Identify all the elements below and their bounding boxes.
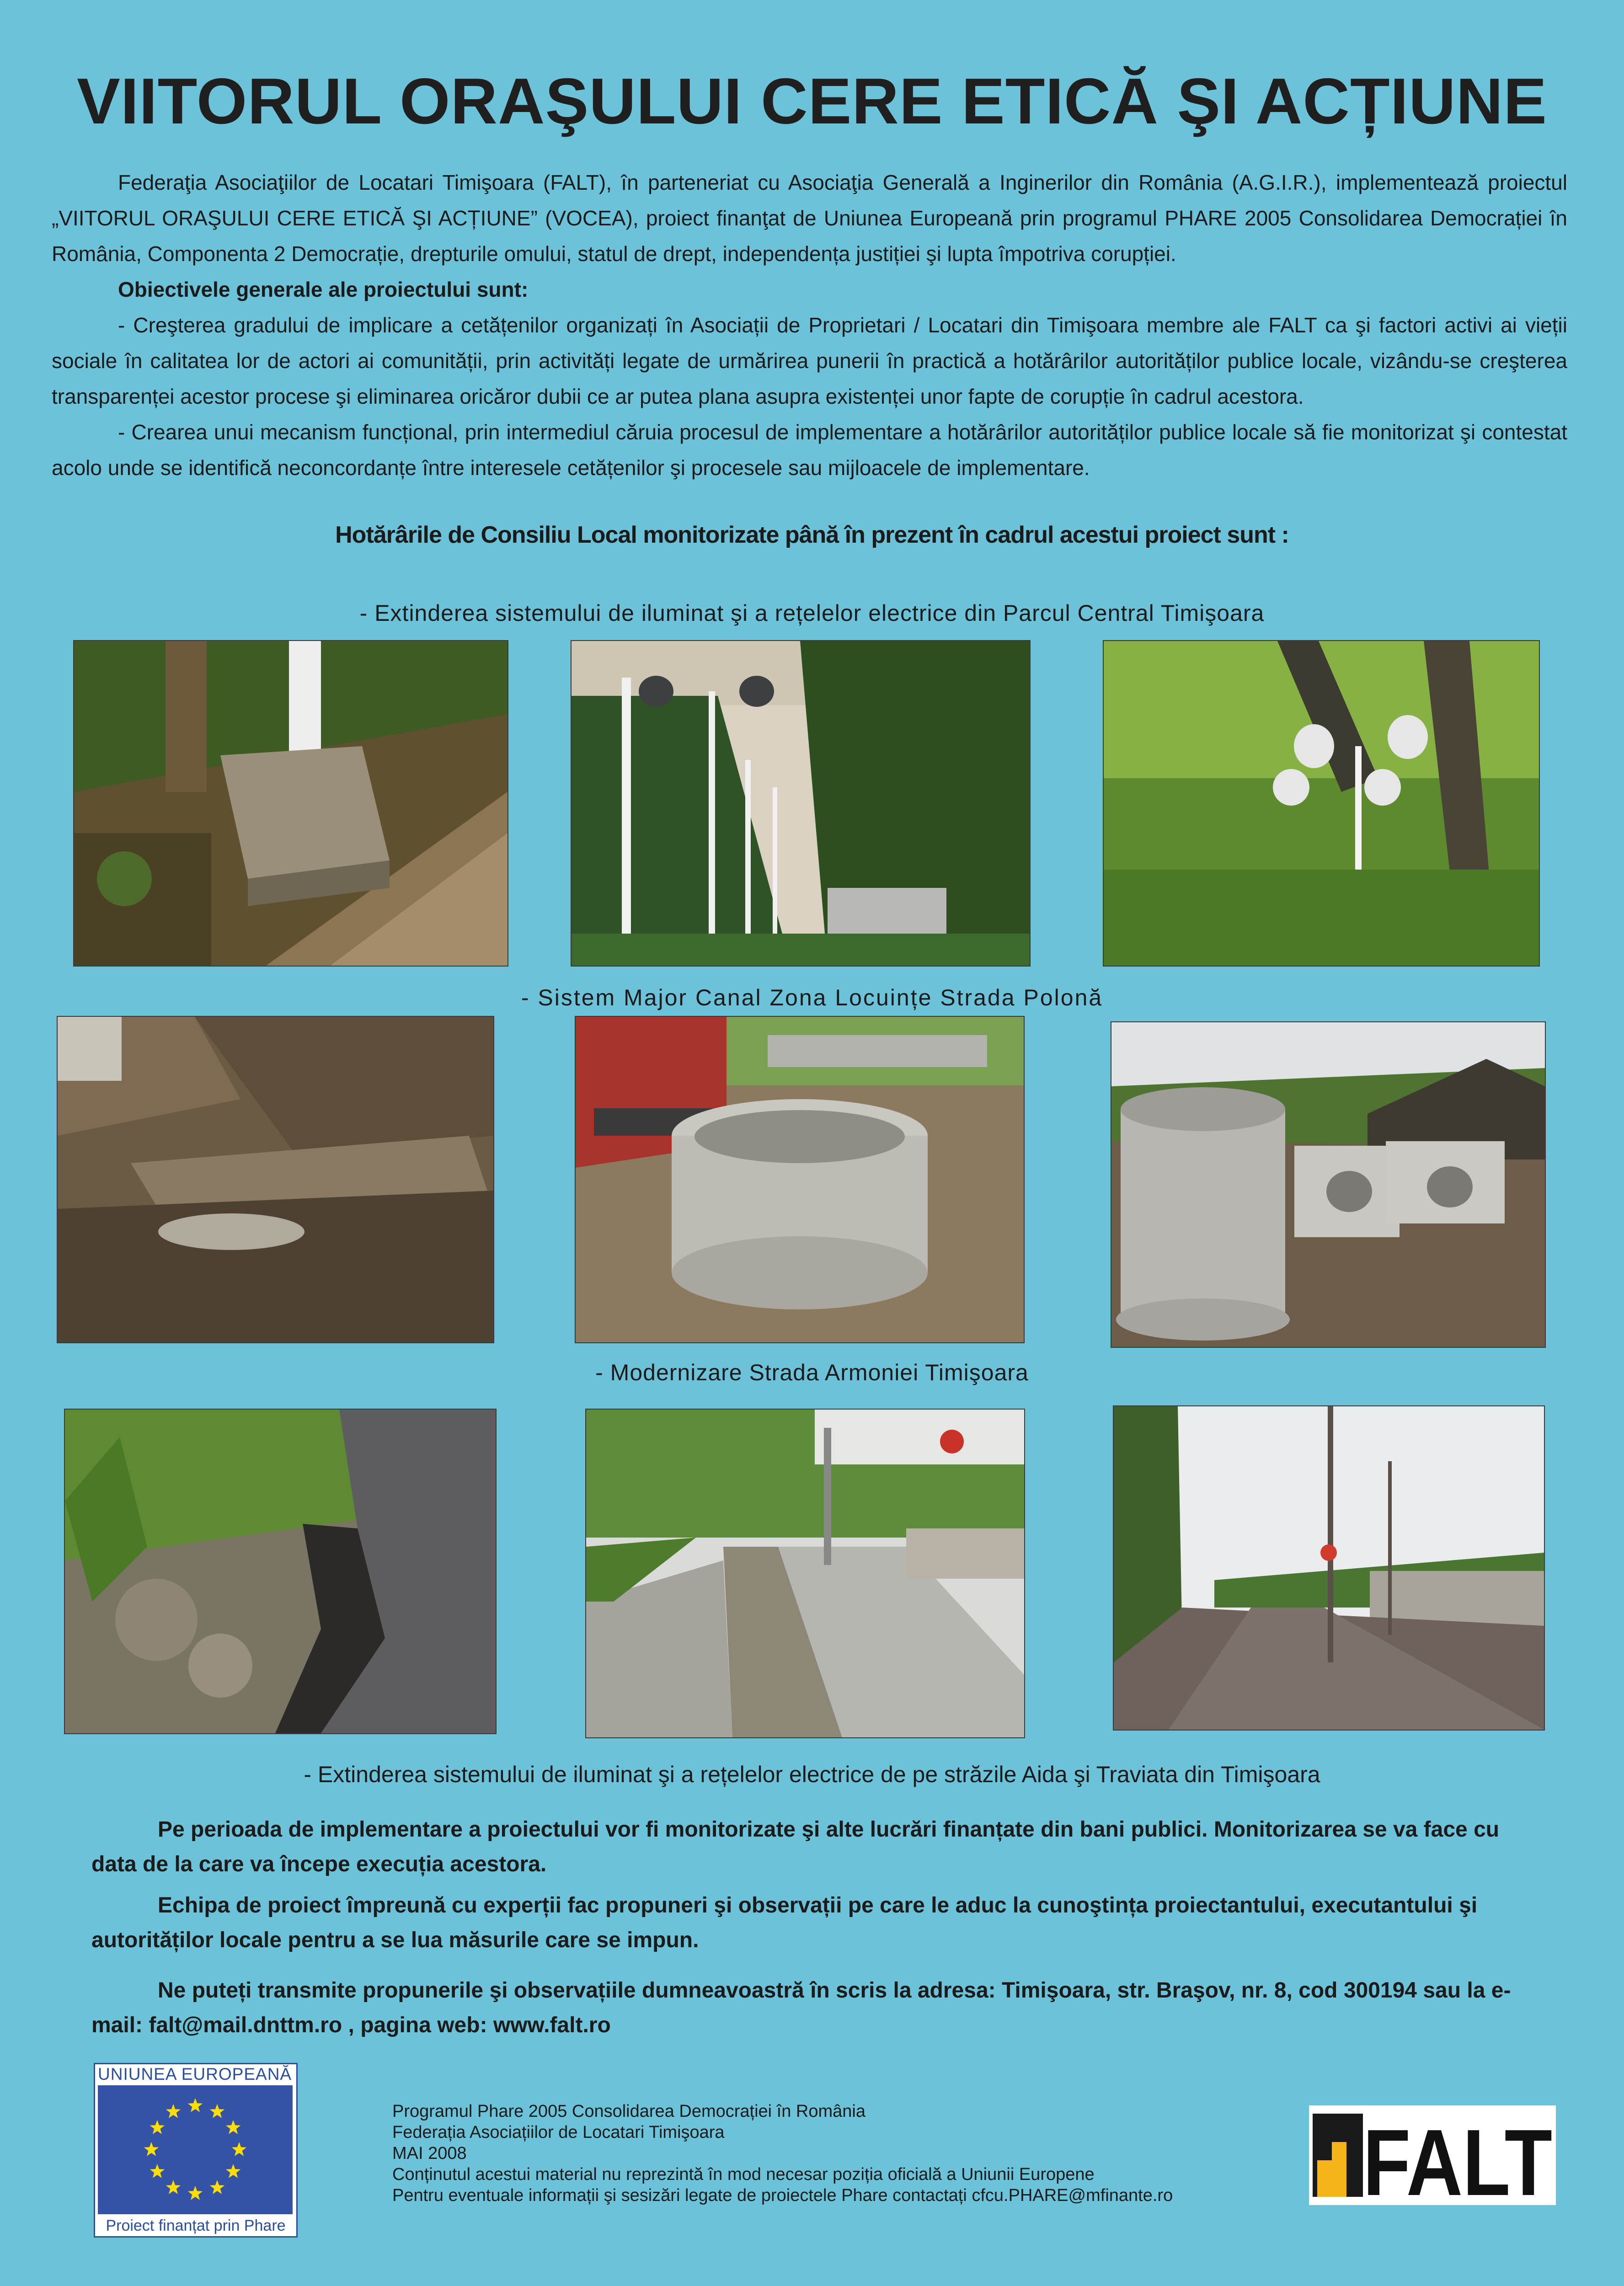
eu-star-icon [144,2142,159,2156]
page-title: VIITORUL ORAŞULUI CERE ETICĂ ŞI ACȚIUNE [77,65,1547,138]
objectives-heading: Obiectivele generale ale proiectului sunt: [118,278,529,301]
eu-star-icon [150,2164,165,2178]
eu-star-icon [210,2104,224,2118]
photo-canal-trench [57,1016,494,1343]
photo-asphalt-edge [64,1409,497,1734]
eu-star-icon [166,2104,181,2118]
eu-logo [94,2063,298,2238]
closing-paragraph-1 [91,1812,1536,1882]
eu-logo-title: UNIUNEA EUROPEANĂ [98,2065,292,2083]
caption-strada-polona: - Sistem Major Canal Zona Locuințe Strada Polonă [521,985,1103,1010]
caption-strada-armoniei: - Modernizare Strada Armoniei Timişoara [595,1360,1029,1385]
objective-1: - Creşterea gradului de implicare a cetățenilor organizați în Asociații de Proprietari / Locatari din Timişoara membre ale FALT ca şi factori activi ai vieții sociale în calitatea lor de actori ai comunității, prin activități legate de urmărirea punerii în practică a hotărârilor autorităților publice locale, vizându-se creşterea transparenței acestor procese şi eliminarea oricăror dubii ce ar putea plana asupra existenței unor fapte de corupție în cadrul acestora. [52,313,1567,408]
photo-concrete-ring [575,1016,1025,1343]
eu-logo-caption: Proiect finanțat prin Phare [106,2217,286,2234]
photo-lamp-base [73,640,508,967]
eu-star-icon [210,2180,224,2194]
intro-paragraph: Federaţia Asociaţiilor de Locatari Timişoara (FALT), în parteneriat cu Asociaţia Generală a Inginerilor din România (A.G.I.R.), implementează proiectul „VIITORUL ORAŞULUI CERE ETICĂ ŞI ACȚIUNE” (VOCEA), proiect finanţat de Uniunea Europeană prin programul PHARE 2005 Consolidarea Democrației în România, Componenta 2 Democrație, drepturile omului, statul de drept, independența justiției şi lupta împotriva corupției. [52,171,1567,266]
falt-logo [1309,2105,1556,2215]
caption-aida-traviata: - Extinderea sistemului de iluminat şi a rețelelor electrice de pe străzile Aida şi Traviata din Timişoara [304,1762,1320,1787]
falt-logo-text: FALT [1363,2110,1552,2215]
photo-street-sidewalk [585,1409,1025,1738]
eu-star-icon [188,2186,203,2200]
eu-star-icon [226,2120,240,2134]
photo-street-armoniei [1113,1405,1545,1731]
objective-2: - Crearea unui mecanism funcțional, prin intermediul căruia procesul de implementare a hotărârilor autorităților publice locale să fie monitorizat şi contestat acolo unde se identifică neconcordanțe între interesele cetățenilor şi procesele sau mijloacele de implementare. [52,420,1567,480]
monitored-heading: Hotărârile de Consiliu Local monitorizate până în prezent în cadrul acestui proiect sunt : [335,522,1289,548]
eu-star-icon [166,2180,181,2194]
footer-line-contact: Pentru eventuale informații şi sesizări legate de proiectele Phare contactați cfcu.PHARE@mfinante.ro [392,2186,1173,2205]
eu-flag-icon [98,2085,293,2214]
footer-line-disclaimer: Conținutul acestui material nu reprezintă în mod necesar poziția oficială a Uniunii Europene [392,2165,1095,2184]
footer-line-federation: Federația Asociațiilor de Locatari Timişoara [392,2123,725,2142]
photo-park-lamps-row [571,640,1031,967]
closing-text-1: Pe perioada de implementare a proiectului vor fi monitorizate şi alte lucrări finanțate din bani publici. Monitorizarea se va face cu data de la care va începe execuția acestora. [91,1817,1500,1876]
caption-parc-central: - Extinderea sistemului de iluminat şi a rețelelor electrice din Parcul Central Timişoara [359,600,1265,626]
closing-text-2: Echipa de proiect împreună cu experții fac propuneri şi observații pe care le aduc la cunoştința proiectantului, executantului şi autorităților locale pentru a se lua măsurile care se impun. [91,1893,1478,1952]
eu-star-icon [188,2098,203,2112]
footer-info [392,2101,1352,2206]
footer-line-date: MAI 2008 [392,2144,467,2163]
eu-star-icon [232,2142,246,2156]
eu-star-icon [150,2120,165,2134]
closing-paragraph-2 [91,1888,1536,1958]
photo-lamp-under-tree [1103,640,1540,967]
photo-concrete-pipes [1111,1021,1546,1348]
eu-star-icon [226,2164,240,2178]
footer-line-program: Programul Phare 2005 Consolidarea Democrației în România [392,2102,865,2121]
intro-text [52,165,1567,486]
closing-paragraph-3 [91,1973,1536,2043]
contact-text: Ne puteți transmite propunerile şi observațiile dumneavoastră în scris la adresa: Timişoara, str. Braşov, nr. 8, cod 300194 sau la e-mail: falt@mail.dnttm.ro , pagina web: www.falt.ro [91,1978,1511,2037]
